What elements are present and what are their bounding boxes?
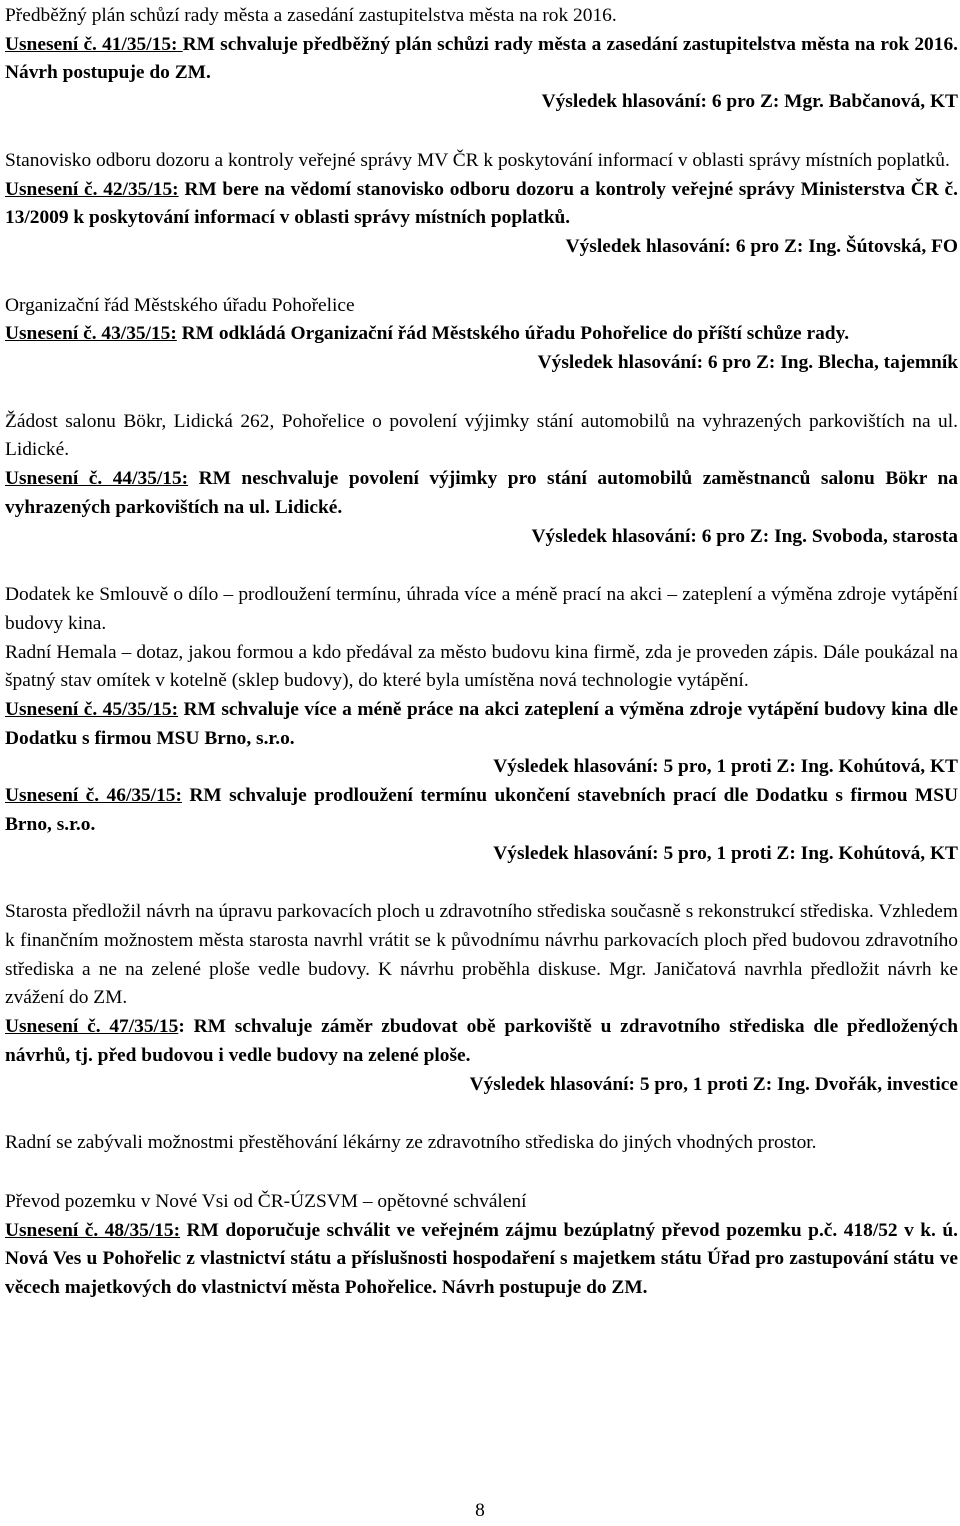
resolution xyxy=(5,176,958,233)
section-topic: Stanovisko odboru dozoru a kontroly veřejné správy MV ČR k poskytování informací v oblasti správy místních poplatků. xyxy=(5,149,950,171)
resolution xyxy=(5,465,958,522)
section-topic: Organizační řád Městského úřadu Pohořelice xyxy=(5,294,355,316)
resolution-number: Usnesení č. 45/35/15: xyxy=(5,699,179,721)
resolution-text: RM odkládá Organizační řád Městského úřadu Pohořelice do příští schůze rady. xyxy=(176,323,850,345)
resolution xyxy=(5,1013,958,1070)
section-topic: Žádost salonu Bökr, Lidická 262, Pohořelice o povolení výjimky stání automobilů na vyhrazených parkovištích na ul. Lidické. xyxy=(5,410,958,461)
resolution-number: Usnesení č. 46/35/15: xyxy=(5,785,182,807)
resolution-text: RM schvaluje prodloužení termínu ukončení stavebních prací dle Dodatku s firmou MSU Brno, s.r.o. xyxy=(5,785,958,835)
section-topic: Dodatek ke Smlouvě o dílo – prodloužení termínu, úhrada více a méně prací na akci – zateplení a výměna zdroje vytápění budovy kina. xyxy=(5,584,958,634)
vote-result: Výsledek hlasování: 5 pro, 1 proti Z: Ing. Dvořák, investice xyxy=(469,1073,958,1095)
vote-result: Výsledek hlasování: 6 pro Z: Ing. Blecha, tajemník xyxy=(537,352,958,374)
resolution-text: RM schvaluje předběžný plán schůzi rady města a zasedání zastupitelstva města na rok 2016. Návrh postupuje do ZM. xyxy=(5,33,958,84)
resolution-text: RM doporučuje schválit ve veřejném zájmu bezúplatný převod pozemku p.č. 418/52 v k. ú. Nová Ves u Pohořelic z vlastnictví státu a příslušnosti hospodaření s majetkem státu Úřad pro zastupování státu ve věcech majetkových do vlastnictví města Pohořelice. Návrh postupuje do ZM. xyxy=(5,1219,958,1299)
resolution-number: Usnesení č. 41/35/15: xyxy=(5,33,183,55)
resolution-text: RM bere na vědomí stanovisko odboru dozoru a kontroly veřejné správy Ministerstva ČR č. 13/2009 k poskytování informací v oblasti správy místních poplatků. xyxy=(5,178,958,229)
resolution xyxy=(5,696,958,753)
resolution xyxy=(5,782,958,839)
resolution xyxy=(5,320,958,349)
resolution-number: Usnesení č. 43/35/15: xyxy=(5,323,177,345)
resolution-number: Usnesení č. 42/35/15: xyxy=(5,178,179,200)
section-topic: Radní se zabývali možnostmi přestěhování lékárny ze zdravotního střediska do jiných vhodných prostor. xyxy=(5,1132,817,1154)
resolution xyxy=(5,31,958,88)
resolution xyxy=(5,1217,958,1303)
discussion-note: Radní Hemala – dotaz, jakou formou a kdo předával za město budovu kina firmě, zda je proveden zápis. Dále poukázal na špatný stav omítek v kotelně (sklep budovy), do které byla umístěna nová technologie vytápění. xyxy=(5,641,958,692)
vote-result: Výsledek hlasování: 6 pro Z: Ing. Svoboda, starosta xyxy=(531,525,958,547)
section-topic: Předběžný plán schůzí rady města a zasedání zastupitelstva města na rok 2016. xyxy=(5,5,617,26)
page-number: 8 xyxy=(475,1500,485,1521)
vote-result: Výsledek hlasování: 5 pro, 1 proti Z: Ing. Kohútová, KT xyxy=(493,756,958,778)
resolution-number: Usnesení č. 47/35/15 xyxy=(5,1016,179,1038)
resolution-text: RM neschvaluje povolení výjimky pro stání automobilů zaměstnanců salonu Bökr na vyhrazených parkovištích na ul. Lidické. xyxy=(5,468,958,518)
section-topic: Převod pozemku v Nové Vsi od ČR-ÚZSVM – opětovné schválení xyxy=(5,1190,527,1212)
document-page xyxy=(5,2,958,1303)
resolution-text: : RM schvaluje záměr zbudovat obě parkoviště u zdravotního střediska dle předložených návrhů, tj. před budovou i vedle budovy na zelené ploše. xyxy=(5,1016,958,1066)
vote-result: Výsledek hlasování: 6 pro Z: Mgr. Babčanová, KT xyxy=(541,91,958,113)
resolution-number: Usnesení č. 44/35/15: xyxy=(5,468,189,490)
resolution-text: RM schvaluje více a méně práce na akci zateplení a výměna zdroje vytápění budovy kina dle Dodatku s firmou MSU Brno, s.r.o. xyxy=(5,699,958,749)
vote-result: Výsledek hlasování: 6 pro Z: Ing. Šútovská, FO xyxy=(565,235,958,257)
resolution-number: Usnesení č. 48/35/15: xyxy=(5,1219,181,1241)
section-topic: Starosta předložil návrh na úpravu parkovacích ploch u zdravotního střediska současně s rekonstrukcí střediska. Vzhledem k finančním možnostem města starosta navrhl vrátit se k původnímu návrhu parkovacích ploch před budovou zdravotního střediska a ne na zelené ploše vedle budovy. K návrhu proběhla diskuse. Mgr. Janičatová navrhla předložit návrh ke zvážení do ZM. xyxy=(5,901,958,1009)
vote-result: Výsledek hlasování: 5 pro, 1 proti Z: Ing. Kohútová, KT xyxy=(493,842,958,864)
